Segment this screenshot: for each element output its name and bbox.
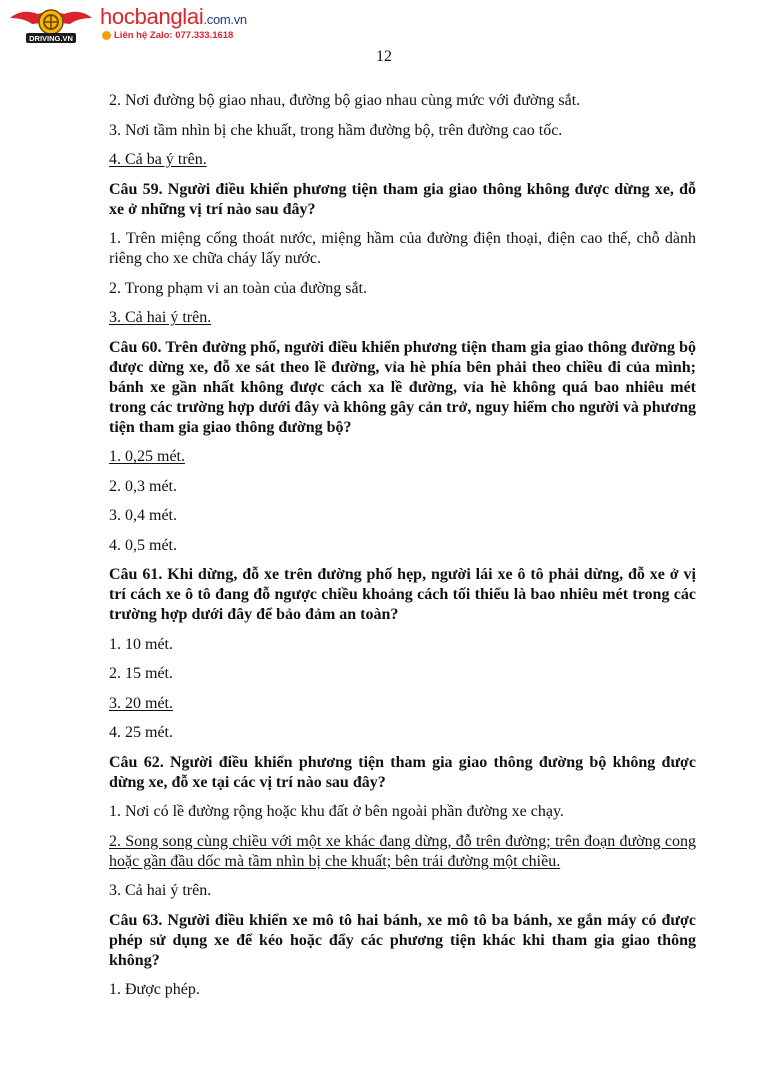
line-text: 4. 25 mét. [109, 724, 173, 741]
line-text: 3. Cả hai ý trên. [109, 309, 212, 326]
contact-line [102, 30, 233, 41]
line-text: 1. Được phép. [109, 981, 200, 998]
correct-answer [109, 308, 696, 328]
question-text [109, 180, 696, 220]
contact-text: Liên hệ Zalo: 077.333.1618 [114, 30, 234, 41]
brand-tld: .com.vn [203, 12, 247, 27]
line-text: 1. Nơi có lề đường rộng hoặc khu đất ở bên ngoài phần đường xe chạy. [109, 803, 564, 820]
line-text: Câu 59. Người điều khiển phương tiện tham gia giao thông không được dừng xe, đỗ xe ở những vị trí nào sau đây? [109, 180, 696, 218]
question-text [109, 753, 696, 793]
answer-option [109, 635, 696, 655]
line-text: Câu 62. Người điều khiển phương tiện tham gia giao thông đường bộ không được dừng xe, đỗ xe tại các vị trí nào sau đây? [109, 753, 696, 791]
question-text [109, 911, 696, 971]
answer-option [109, 802, 696, 822]
line-text: 3. Nơi tầm nhìn bị che khuất, trong hầm đường bộ, trên đường cao tốc. [109, 121, 563, 139]
logo-badge-icon [8, 4, 94, 44]
answer-option [109, 477, 696, 497]
line-text: 1. Trên miệng cống thoát nước, miệng hầm của đường điện thoại, điện cao thế, chỗ dành riêng cho xe chữa cháy lấy nước. [109, 230, 696, 267]
line-text: 2. Nơi đường bộ giao nhau, đường bộ giao nhau cùng mức với đường sắt. [109, 92, 581, 109]
line-text: 2. 0,3 mét. [109, 477, 177, 495]
answer-option [109, 723, 696, 743]
phone-icon [102, 31, 111, 40]
line-text: 1. 0,25 mét. [109, 448, 185, 465]
line-text: Câu 61. Khi dừng, đỗ xe trên đường phố hẹp, người lái xe ô tô phải dừng, đỗ xe ở vị trí cách xe ô tô đang đỗ ngược chiều khoảng cách tối thiểu là bao nhiêu mét trong các trường hợp dưới đây để bảo đảm an toàn? [109, 566, 696, 623]
question-text [109, 338, 696, 438]
correct-answer [109, 694, 696, 714]
site-header [8, 4, 247, 46]
answer-option [109, 536, 696, 556]
line-text: 2. Song song cùng chiều với một xe khác đang dừng, đỗ trên đường; trên đoạn đường cong hoặc gần đầu dốc mà tầm nhìn bị che khuất; bên trái đường một chiều. [109, 832, 696, 870]
line-text: 2. 15 mét. [109, 665, 173, 682]
answer-option [109, 881, 696, 901]
line-text: 3. 0,4 mét. [109, 507, 177, 524]
line-text: Câu 60. Trên đường phố, người điều khiển phương tiện tham gia giao thông đường bộ được dừng xe, đỗ xe sát theo lề đường, vỉa hè phía bên phải theo chiều đi của mình; bánh xe gần nhất không được cách xa lề đường, vỉa hè không quá bao nhiêu mét trong các trường hợp dưới đây và không gây cản trở, nguy hiểm cho người và phương tiện tham gia giao thông đường bộ? [109, 338, 696, 436]
answer-option [109, 279, 696, 299]
line-text: Câu 63. Người điều khiển xe mô tô hai bánh, xe mô tô ba bánh, xe gắn máy có được phép sử dụng xe để kéo hoặc đẩy các phương tiện khác khi tham gia giao thông không? [109, 911, 696, 969]
brand-name[interactable] [100, 4, 247, 33]
line-text: 4. Cả ba ý trên. [109, 151, 207, 168]
answer-option [109, 91, 696, 111]
correct-answer [109, 447, 696, 467]
line-text: 2. Trong phạm vi an toàn của đường sắt. [109, 279, 367, 297]
brand-main: hocbanglai [100, 4, 204, 29]
answer-option [109, 229, 696, 269]
answer-option [109, 506, 696, 526]
page-number: 12 [376, 48, 392, 65]
answer-option [109, 664, 696, 684]
answer-option [109, 980, 696, 1000]
question-text [109, 565, 696, 625]
logo-badge-text: DRIVING.VN [29, 34, 73, 43]
line-text: 4. 0,5 mét. [109, 536, 177, 554]
document-body [109, 91, 696, 1010]
correct-answer [109, 832, 696, 872]
line-text: 1. 10 mét. [109, 635, 173, 653]
line-text: 3. 20 mét. [109, 694, 173, 712]
correct-answer [109, 150, 696, 170]
answer-option [109, 121, 696, 141]
line-text: 3. Cả hai ý trên. [109, 882, 212, 899]
